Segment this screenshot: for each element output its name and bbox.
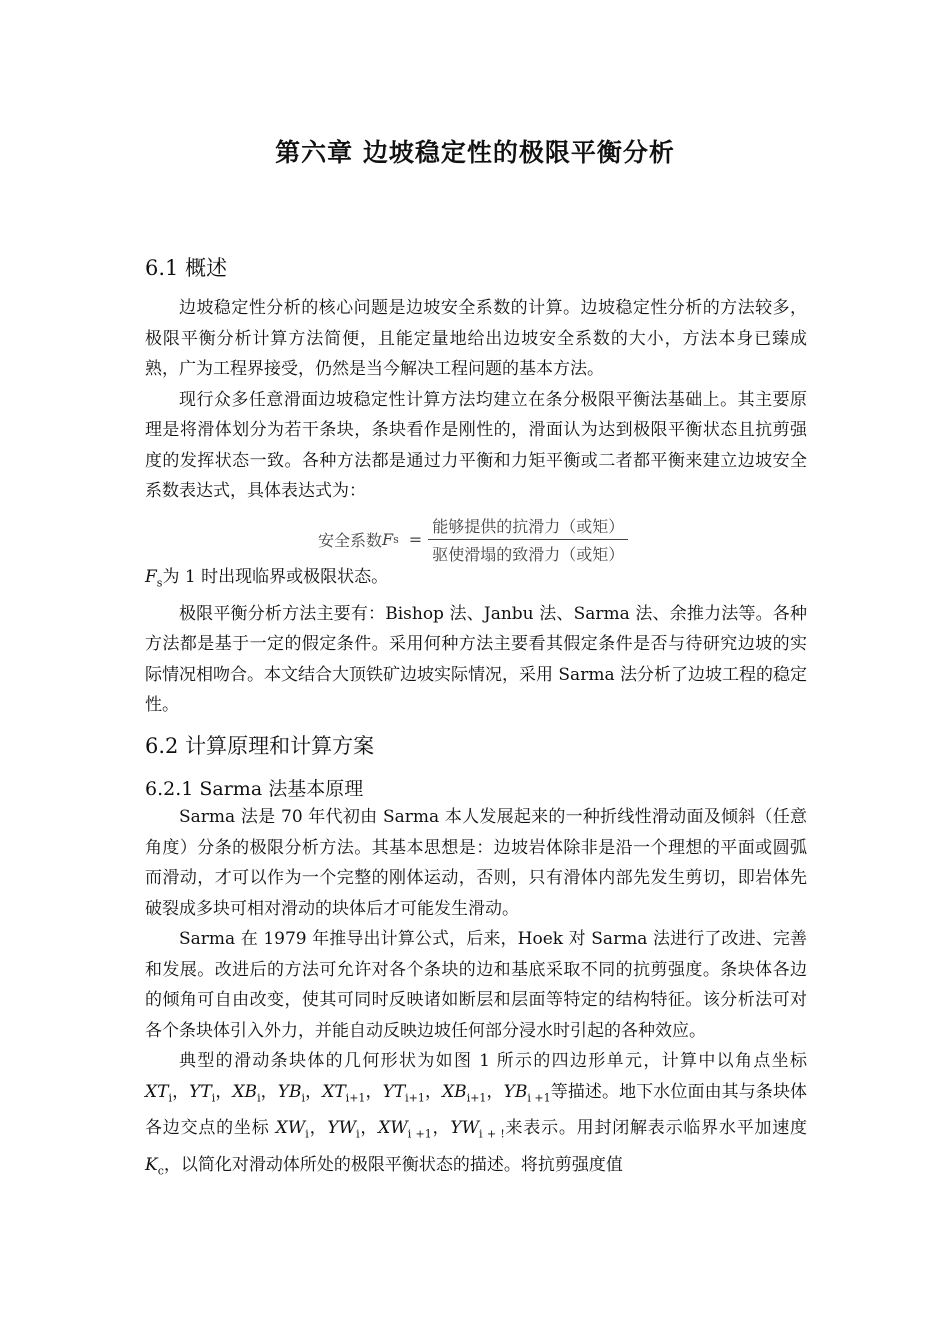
var: YT — [382, 1081, 406, 1102]
var: XT — [322, 1081, 346, 1102]
paragraph: 极限平衡分析方法主要有：Bishop 法、Janbu 法、Sarma 法、余推力法等。各种方法都是基于一定的假定条件。采用何种方法主要看其假定条件是否与待研究边坡的实际情况相吻合。本文结合大顶铁矿边坡实际情况，采用 Sarma 法分析了边坡工程的稳定性。 — [145, 603, 807, 716]
sub: i+1 — [405, 1090, 425, 1104]
var: YW — [450, 1118, 480, 1139]
sub: i — [257, 1090, 261, 1104]
var: XT — [145, 1081, 169, 1102]
sub: i+1 — [345, 1090, 366, 1104]
var: XB — [442, 1081, 467, 1102]
paragraph: 现行众多任意滑面边坡稳定性计算方法均建立在条分极限平衡法基础上。其主要原理是将滑体划分为若干条块，条块看作是刚性的，滑面认为达到极限平衡状态且抗剪强度的发挥状态一致。各种方法都是通过力平衡和力矩平衡或二者都平衡来建立边坡安全系数表达式，具体表达式为： — [145, 389, 807, 501]
var: XW — [275, 1118, 306, 1139]
fs-subscript: s — [156, 576, 163, 590]
chapter-title: 第六章 边坡稳定性的极限平衡分析 — [275, 138, 675, 167]
var: YB — [277, 1081, 302, 1102]
text: ，以简化对滑动体所处的极限平衡状态的描述。将抗剪强度值 — [163, 1155, 623, 1176]
formula-fraction — [428, 514, 628, 565]
paragraph: 边坡稳定性分析的核心问题是边坡安全系数的计算。边坡稳定性分析的方法较多，极限平衡分析计算方法简便，且能定量地给出边坡安全系数的大小，方法本身已臻成熟，广为工程界接受，仍然是当今解决工程问题的基本方法。 — [145, 298, 807, 379]
subsection-heading-sarma: 6.2.1 Sarma 法基本原理 — [145, 778, 364, 800]
fs-symbol: F — [145, 567, 157, 587]
sep: ， — [171, 1081, 190, 1102]
var: XB — [232, 1081, 258, 1102]
sub: i — [168, 1090, 172, 1104]
var: XW — [378, 1118, 408, 1139]
sep: ， — [308, 1118, 328, 1139]
paragraph: Sarma 法是 70 年代初由 Sarma 本人发展起来的一种折线性滑动面及倾斜（任意角度）分条的极限分析方法。其基本思想是：边坡岩体除非是沿一个理想的平面或圆弧而滑动，才可以作为一个完整的刚体运动，否则，只有滑体内部先发生剪切，即岩体先破裂成多块可相对滑动的块体后才可能发生滑动。 — [145, 807, 807, 919]
overview-body-cont — [145, 562, 807, 721]
section-heading-principle: 6.2 计算原理和计算方案 — [145, 734, 375, 758]
var: K — [145, 1155, 158, 1176]
text: 来表示。用封闭解表示临界水平加速度 — [504, 1118, 808, 1139]
safety-factor-formula — [318, 514, 628, 565]
sep: ， — [365, 1081, 383, 1102]
sub: i — [211, 1090, 216, 1104]
var: YB — [503, 1081, 528, 1102]
paragraph — [145, 562, 807, 599]
sep: ， — [359, 1118, 379, 1139]
formula-equals: = — [408, 530, 423, 549]
formula-lhs: 安全系数 — [318, 531, 383, 550]
sep: ， — [305, 1081, 323, 1102]
sub: i — [301, 1090, 306, 1104]
text: 典型的滑动条块体的几何形状为如图 1 所示的四边形单元，计算中以角点坐标 — [179, 1051, 807, 1071]
sub: i +1 — [527, 1090, 551, 1104]
sep: ， — [424, 1081, 443, 1102]
sub: c — [157, 1164, 164, 1178]
section-heading-overview: 6.1 概述 — [145, 256, 228, 280]
sep: ， — [431, 1118, 451, 1139]
sub: i+1 — [466, 1090, 487, 1104]
var: YT — [189, 1081, 212, 1102]
paragraph-coordinates — [145, 1046, 807, 1187]
paragraph: Sarma 在 1979 年推导出计算公式，后来，Hoek 对 Sarma 法进行了改进、完善和发展。改进后的方法可允许对各个条块的边和基底采取不同的抗剪强度。条块体各边的倾角可自由改变，使其可同时反映诸如断层和层面等特定的结构特征。该分析法可对各个条块体引入外力，并能自动反映边坡任何部分浸水时引起的各种效应。 — [145, 929, 807, 1041]
overview-body — [145, 293, 807, 507]
formula-numerator: 能够提供的抗滑力（或矩） — [428, 514, 628, 540]
formula-symbol: F — [382, 530, 394, 549]
sep: ， — [260, 1081, 278, 1102]
sarma-body — [145, 802, 807, 1187]
sub: i — [356, 1127, 360, 1141]
sep: ， — [215, 1081, 233, 1102]
text: 等描述。地下水位面由其与条块体各边交点的坐标 — [145, 1081, 808, 1139]
sep: ， — [486, 1081, 504, 1102]
sub: i + ! — [479, 1127, 505, 1141]
var: YW — [327, 1118, 357, 1139]
fs-text: 为 1 时出现临界或极限状态。 — [162, 567, 389, 587]
sub: i +1 — [407, 1127, 432, 1141]
formula-denominator: 驱使滑塌的致滑力（或矩） — [432, 545, 625, 564]
formula-symbol-sub: s — [393, 533, 399, 546]
sub: i — [305, 1127, 309, 1141]
